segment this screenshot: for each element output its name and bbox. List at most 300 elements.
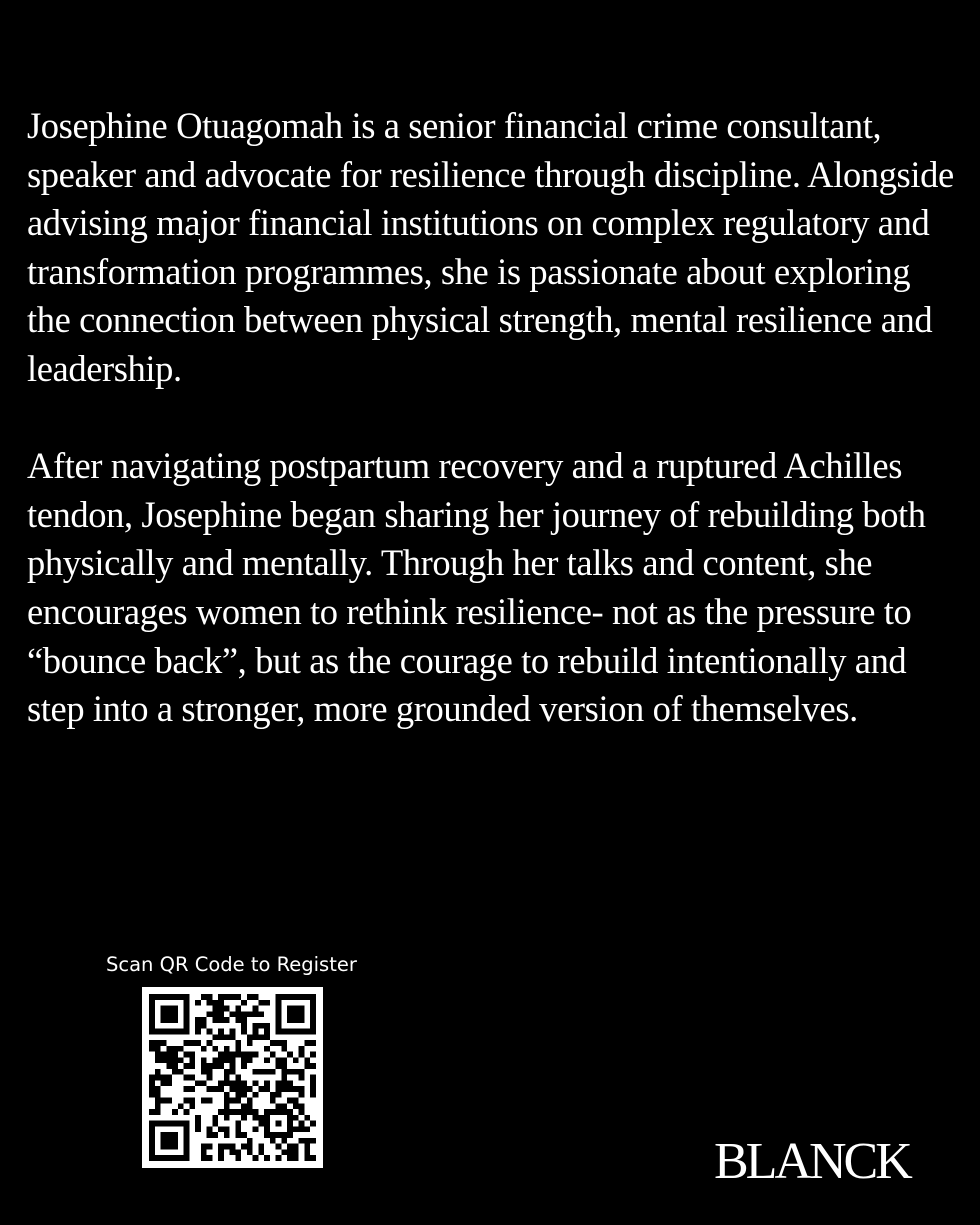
qr-module (149, 1155, 155, 1161)
qr-module (178, 1069, 184, 1075)
qr-module (304, 1040, 310, 1046)
qr-module (276, 1121, 282, 1127)
qr-module (299, 1103, 305, 1109)
qr-module (149, 1011, 155, 1017)
qr-module (264, 1121, 270, 1127)
qr-module (224, 1017, 230, 1023)
qr-module (276, 1057, 282, 1063)
qr-module (224, 1132, 230, 1138)
qr-module (310, 1029, 316, 1035)
qr-module (172, 994, 178, 1000)
qr-module (218, 1155, 224, 1161)
qr-module (310, 1011, 316, 1017)
registration-qr-code[interactable] (142, 987, 323, 1168)
qr-module (207, 1144, 213, 1150)
qr-module (293, 1103, 299, 1109)
qr-module (287, 1098, 293, 1104)
qr-module (189, 1098, 195, 1104)
qr-module (281, 1063, 287, 1069)
qr-module (207, 994, 213, 1000)
qr-module (258, 1144, 264, 1150)
qr-module (218, 1017, 224, 1023)
qr-module (258, 1034, 264, 1040)
qr-module (172, 1011, 178, 1017)
qr-module (287, 994, 293, 1000)
qr-module (293, 1057, 299, 1063)
qr-module (276, 1144, 282, 1150)
qr-module (155, 1155, 161, 1161)
qr-module (293, 1069, 299, 1075)
qr-module (230, 1086, 236, 1092)
qr-module (172, 1017, 178, 1023)
qr-module (304, 1115, 310, 1121)
qr-module (149, 1040, 155, 1046)
qr-module (149, 1132, 155, 1138)
qr-module (241, 1109, 247, 1115)
qr-module (258, 1086, 264, 1092)
qr-module (235, 1092, 241, 1098)
qr-module (247, 1052, 253, 1058)
qr-module (258, 1011, 264, 1017)
qr-module (281, 1029, 287, 1035)
qr-module (184, 1098, 190, 1104)
qr-module (201, 1017, 207, 1023)
qr-module (235, 1080, 241, 1086)
qr-module (166, 1138, 172, 1144)
qr-module (155, 1092, 161, 1098)
qr-module (299, 1126, 305, 1132)
qr-module (310, 1000, 316, 1006)
qr-module (172, 1046, 178, 1052)
qr-module (247, 1144, 253, 1150)
qr-module (155, 1057, 161, 1063)
qr-module (310, 1063, 316, 1069)
qr-module (247, 1103, 253, 1109)
qr-module (166, 1063, 172, 1069)
qr-module (224, 1006, 230, 1012)
qr-module (276, 1063, 282, 1069)
qr-module (310, 1040, 316, 1046)
qr-module (201, 1155, 207, 1161)
qr-module (161, 1132, 167, 1138)
qr-module (293, 1126, 299, 1132)
qr-module (155, 1075, 161, 1081)
qr-module (287, 1017, 293, 1023)
qr-module (241, 1115, 247, 1121)
qr-module (230, 1052, 236, 1058)
qr-module (224, 1069, 230, 1075)
qr-module (310, 1138, 316, 1144)
qr-module (253, 1011, 259, 1017)
bio-paragraph-1: Josephine Otuagomah is a senior financial crime consultant, speaker and advocate for resilience through discipline. Alongside advising major financial institutions on complex regulatory and transformation programmes, she is passionate about exploring the connection between physical strength, mental resilience and leadership. (27, 105, 954, 389)
qr-module (218, 1149, 224, 1155)
qr-module (195, 1121, 201, 1127)
qr-module (207, 1155, 213, 1161)
qr-module (161, 1075, 167, 1081)
qr-module (310, 1155, 316, 1161)
qr-module (224, 1075, 230, 1081)
qr-module (287, 1132, 293, 1138)
qr-module (155, 1103, 161, 1109)
qr-module (212, 1086, 218, 1092)
qr-module (258, 1115, 264, 1121)
qr-module (201, 994, 207, 1000)
qr-module (235, 1109, 241, 1115)
qr-module (241, 1023, 247, 1029)
qr-module (235, 994, 241, 1000)
qr-module (184, 1075, 190, 1081)
qr-module (201, 1098, 207, 1104)
qr-module (195, 1115, 201, 1121)
qr-module (270, 1109, 276, 1115)
qr-module (189, 1057, 195, 1063)
qr-module (287, 1080, 293, 1086)
qr-module (299, 1086, 305, 1092)
qr-module (161, 1011, 167, 1017)
qr-module (161, 1052, 167, 1058)
qr-module (178, 994, 184, 1000)
qr-module (276, 1040, 282, 1046)
qr-module (161, 1040, 167, 1046)
qr-module (253, 1109, 259, 1115)
qr-module (247, 994, 253, 1000)
qr-module (184, 1052, 190, 1058)
qr-module (235, 1006, 241, 1012)
qr-module (299, 1109, 305, 1115)
qr-module (218, 1126, 224, 1132)
qr-module (264, 1069, 270, 1075)
qr-module (212, 1017, 218, 1023)
qr-module (299, 1052, 305, 1058)
qr-module (218, 1086, 224, 1092)
qr-module (166, 1011, 172, 1017)
speaker-bio (27, 102, 957, 734)
qr-module (287, 1052, 293, 1058)
qr-module (247, 1034, 253, 1040)
qr-module (201, 1063, 207, 1069)
qr-module (258, 1000, 264, 1006)
qr-module (218, 1080, 224, 1086)
qr-module (149, 1000, 155, 1006)
qr-module (149, 1109, 155, 1115)
qr-module (304, 1057, 310, 1063)
qr-module (184, 1063, 190, 1069)
qr-module (299, 1006, 305, 1012)
qr-module (184, 994, 190, 1000)
qr-module (270, 1132, 276, 1138)
qr-module (287, 1086, 293, 1092)
qr-module (166, 1057, 172, 1063)
qr-module (161, 1080, 167, 1086)
qr-module (166, 1121, 172, 1127)
qr-module (172, 1121, 178, 1127)
qr-module (276, 1155, 282, 1161)
qr-module (276, 1000, 282, 1006)
qr-module (270, 1092, 276, 1098)
qr-module (212, 1006, 218, 1012)
qr-module (281, 1149, 287, 1155)
qr-module (299, 1069, 305, 1075)
qr-module (247, 1057, 253, 1063)
qr-module (310, 1075, 316, 1081)
qr-module (241, 1000, 247, 1006)
qr-module (241, 1132, 247, 1138)
qr-module (207, 1063, 213, 1069)
qr-module (253, 1092, 259, 1098)
qr-module (195, 1017, 201, 1023)
qr-module (241, 1086, 247, 1092)
qr-module (310, 994, 316, 1000)
qr-module (218, 1052, 224, 1058)
qr-module (224, 1144, 230, 1150)
qr-module (184, 1155, 190, 1161)
qr-module (207, 1075, 213, 1081)
qr-module (235, 1126, 241, 1132)
qr-module (207, 1029, 213, 1035)
qr-module (161, 1017, 167, 1023)
qr-module (184, 1011, 190, 1017)
qr-module (161, 1098, 167, 1104)
qr-module (235, 1017, 241, 1023)
qr-module (253, 1052, 259, 1058)
qr-module (235, 1046, 241, 1052)
qr-module (264, 1126, 270, 1132)
qr-module (293, 1029, 299, 1035)
qr-module (184, 1000, 190, 1006)
qr-module (184, 1040, 190, 1046)
qr-module (207, 1126, 213, 1132)
qr-module (293, 1144, 299, 1150)
qr-module (184, 1017, 190, 1023)
qr-module (149, 1017, 155, 1023)
qr-module (224, 1046, 230, 1052)
qr-module (253, 1080, 259, 1086)
qr-module (304, 1029, 310, 1035)
qr-module (201, 1023, 207, 1029)
qr-module (276, 1006, 282, 1012)
qr-module (161, 1121, 167, 1127)
qr-module (172, 1138, 178, 1144)
qr-module (230, 1057, 236, 1063)
qr-module (201, 1069, 207, 1075)
qr-module (293, 1086, 299, 1092)
qr-module (235, 1155, 241, 1161)
qr-module (218, 1109, 224, 1115)
qr-module (304, 994, 310, 1000)
qr-module (166, 1144, 172, 1150)
qr-module (281, 1103, 287, 1109)
qr-module (218, 1006, 224, 1012)
qr-module (287, 1149, 293, 1155)
qr-module (207, 1098, 213, 1104)
qr-module (230, 1034, 236, 1040)
qr-module (218, 1144, 224, 1150)
qr-module (161, 1006, 167, 1012)
qr-module (172, 1144, 178, 1150)
qr-module (195, 1126, 201, 1132)
qr-module (293, 1006, 299, 1012)
qr-module (218, 1034, 224, 1040)
qr-module (276, 1011, 282, 1017)
qr-module (253, 1006, 259, 1012)
qr-module (224, 1109, 230, 1115)
qr-module (253, 1126, 259, 1132)
qr-module (195, 1080, 201, 1086)
qr-module (276, 1023, 282, 1029)
qr-module (281, 1057, 287, 1063)
qr-module (212, 1115, 218, 1121)
qr-module (207, 1011, 213, 1017)
qr-module (230, 1069, 236, 1075)
qr-module (184, 1126, 190, 1132)
qr-module (178, 1046, 184, 1052)
qr-module (247, 1109, 253, 1115)
qr-module (218, 1000, 224, 1006)
qr-module (166, 1080, 172, 1086)
qr-module (258, 1149, 264, 1155)
qr-module (241, 1011, 247, 1017)
qr-module (212, 1046, 218, 1052)
qr-module (235, 1040, 241, 1046)
qr-module (155, 1029, 161, 1035)
qr-module (281, 1046, 287, 1052)
qr-module (184, 1144, 190, 1150)
qr-module (310, 1086, 316, 1092)
qr-module (287, 1109, 293, 1115)
qr-module (172, 1029, 178, 1035)
qr-module (224, 1092, 230, 1098)
qr-module (230, 1080, 236, 1086)
qr-module (212, 1000, 218, 1006)
qr-module (224, 1103, 230, 1109)
qr-module (184, 1086, 190, 1092)
qr-module (155, 1109, 161, 1115)
qr-module (264, 1132, 270, 1138)
qr-module (287, 1144, 293, 1150)
qr-module (212, 1034, 218, 1040)
qr-module (304, 1149, 310, 1155)
qr-module (264, 1155, 270, 1161)
qr-module (212, 1132, 218, 1138)
qr-module (230, 1029, 236, 1035)
qr-module (281, 994, 287, 1000)
qr-module (247, 1086, 253, 1092)
qr-module (276, 1086, 282, 1092)
qr-module (264, 1023, 270, 1029)
qr-module (299, 1075, 305, 1081)
qr-module (235, 1098, 241, 1104)
qr-module (207, 1040, 213, 1046)
qr-module (287, 1126, 293, 1132)
qr-module (149, 1149, 155, 1155)
qr-module (161, 994, 167, 1000)
qr-module (155, 1040, 161, 1046)
qr-module (218, 1029, 224, 1035)
qr-module (299, 1121, 305, 1127)
qr-module (270, 1069, 276, 1075)
qr-module (184, 1132, 190, 1138)
qr-module (166, 1017, 172, 1023)
qr-module (247, 1011, 253, 1017)
qr-module (281, 1075, 287, 1081)
qr-module (166, 1098, 172, 1104)
qr-module (241, 1052, 247, 1058)
qr-module (212, 1121, 218, 1127)
qr-module (310, 1017, 316, 1023)
qr-module (212, 1011, 218, 1017)
qr-module (258, 1023, 264, 1029)
qr-module (264, 1109, 270, 1115)
qr-module (155, 994, 161, 1000)
qr-module (149, 1092, 155, 1098)
qr-module (224, 994, 230, 1000)
qr-module (207, 1086, 213, 1092)
qr-module (293, 1098, 299, 1104)
qr-module (201, 1046, 207, 1052)
qr-module (304, 1155, 310, 1161)
qr-module (241, 1063, 247, 1069)
qr-module (149, 1086, 155, 1092)
qr-module (310, 1006, 316, 1012)
qr-module (235, 1011, 241, 1017)
qr-module (247, 1138, 253, 1144)
qr-module (189, 1075, 195, 1081)
qr-module (184, 1023, 190, 1029)
qr-module (201, 1057, 207, 1063)
qr-module (270, 1138, 276, 1144)
qr-module (293, 1011, 299, 1017)
qr-module (155, 1052, 161, 1058)
qr-module (287, 1011, 293, 1017)
qr-module (299, 1017, 305, 1023)
qr-module (149, 1023, 155, 1029)
qr-module (218, 1063, 224, 1069)
qr-module (172, 1109, 178, 1115)
qr-module (207, 1132, 213, 1138)
qr-module (241, 1103, 247, 1109)
qr-module (178, 1103, 184, 1109)
qr-module (293, 1115, 299, 1121)
qr-module (241, 1017, 247, 1023)
qr-module (195, 1040, 201, 1046)
qr-module (253, 994, 259, 1000)
qr-module (195, 1000, 201, 1006)
qr-module (155, 1121, 161, 1127)
qr-module (201, 1144, 207, 1150)
qr-module (299, 1011, 305, 1017)
qr-module (235, 1052, 241, 1058)
qr-module (276, 1109, 282, 1115)
qr-module (172, 1069, 178, 1075)
qr-module (224, 1098, 230, 1104)
qr-module (253, 1155, 259, 1161)
qr-module (287, 1069, 293, 1075)
qr-module (241, 1092, 247, 1098)
qr-module (172, 1063, 178, 1069)
qr-module (161, 1029, 167, 1035)
qr-module (189, 1063, 195, 1069)
qr-module (184, 1006, 190, 1012)
qr-module (166, 1006, 172, 1012)
qr-module (172, 1155, 178, 1161)
qr-code-icon (149, 994, 316, 1161)
qr-module (230, 1109, 236, 1115)
qr-module (230, 994, 236, 1000)
qr-module (178, 1121, 184, 1127)
qr-module (155, 1046, 161, 1052)
qr-module (224, 1080, 230, 1086)
qr-module (230, 1063, 236, 1069)
